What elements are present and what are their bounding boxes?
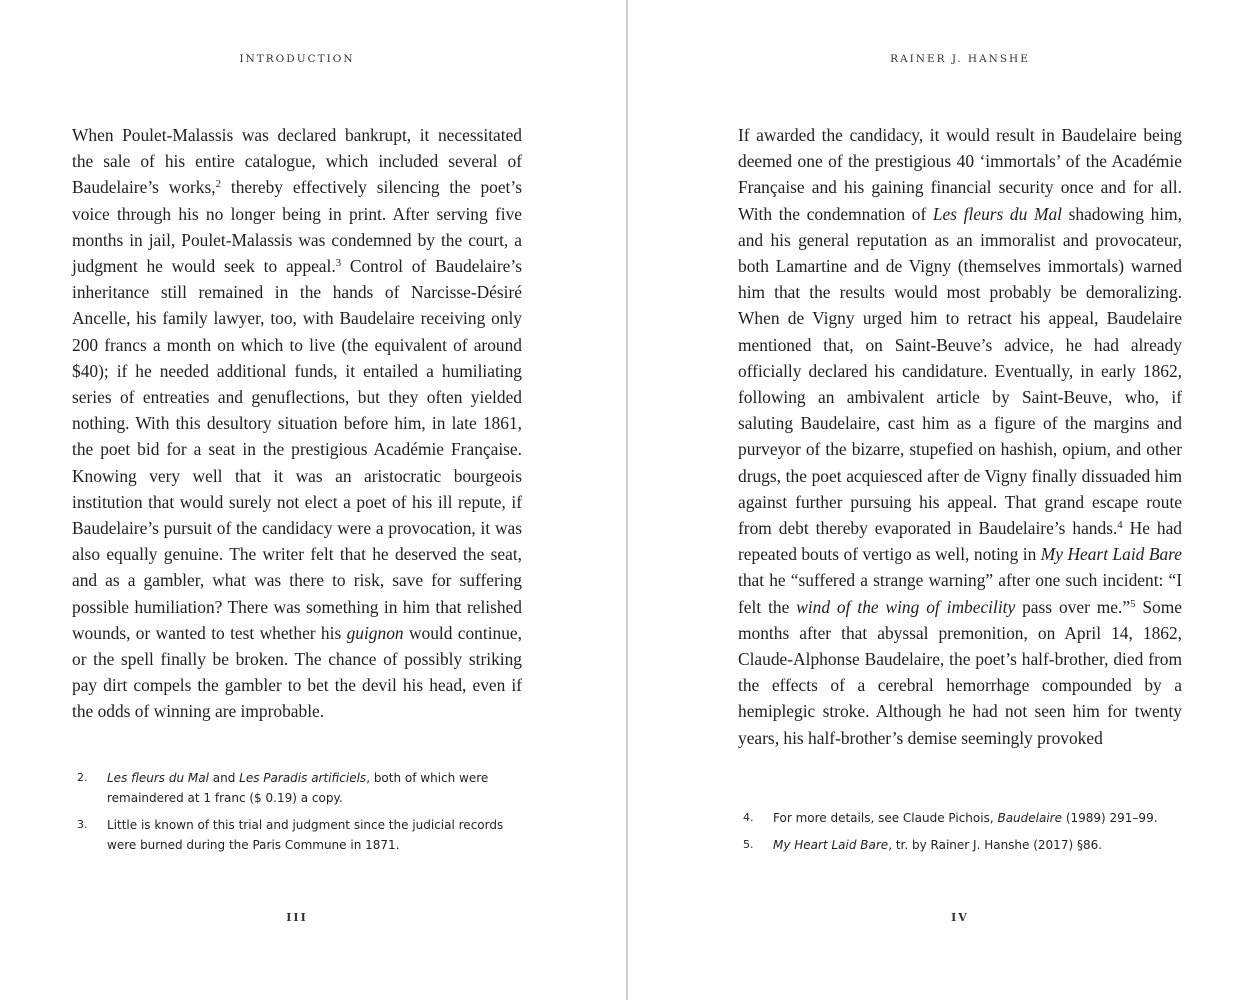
italic-title: Les fleurs du Mal <box>107 771 209 785</box>
right-page <box>628 0 1253 1000</box>
text-run: If awarded the candidacy, it would result in Baudelaire being deemed one of the prestigious 40 ‘immortals’ of the Académie Française and his gaining financial security once and for all. With the condemnation of <box>738 125 1182 224</box>
body-text <box>738 122 1182 751</box>
page-number: IV <box>951 911 969 924</box>
text-run: that he “suffered a strange warning” after one such incident: “I felt the <box>738 570 1182 617</box>
footnote-text: Little is known of this trial and judgment since the judicial records were burned during the Paris Commune in 1871. <box>107 818 504 852</box>
text-run: Some months after that abyssal premonition, on April 14, 1862, Claude-Alphonse Baudelaire, the poet’s half-brother, died from the effects of a cerebral hemorrhage compounded by a hemiplegic stroke. Although he had not seen him for twenty years, his half-brother’s demise seemingly provoked <box>738 596 1182 748</box>
paragraph <box>738 122 1182 751</box>
footnote-text <box>773 835 1182 855</box>
italic-title: Baudelaire <box>997 811 1062 825</box>
footnote-number: 4. <box>743 811 754 824</box>
footnote-2 <box>72 768 522 808</box>
text-run: and <box>208 771 240 785</box>
page-number: III <box>286 911 308 924</box>
footnote-ref-5[interactable]: 5 <box>1130 597 1136 610</box>
footnote-ref-4[interactable]: 4 <box>1117 519 1123 532</box>
italic-term: guignon <box>346 622 404 643</box>
text-run: thereby effectively silencing the poet’s voice through his no longer being in print. After serving five months in jail, Poulet-Malassis was condemned by the court, a judgment he would seek to appeal. <box>72 177 522 277</box>
footnote-5 <box>738 835 1182 855</box>
running-head: INTRODUCTION <box>239 53 355 65</box>
footnote-number: 3. <box>77 818 88 831</box>
text-run: , both of which were remaindered at 1 franc ($ 0.19) a copy. <box>107 771 489 805</box>
text-run: Control of Baudelaire’s inheritance still remained in the hands of Narcisse-Désiré Ancelle, his family lawyer, too, with Baudelaire receiving only 200 francs a month on which to live (the equivalent of around $40); if he needed additional funds, it entailed a humiliating series of entreaties and genuflections, but they often yielded nothing. With this desultory situation before him, in late 1861, the poet bid for a seat in the prestigious Académie Française. Knowing very well that it was an aristocratic bourgeois institution that would surely not elect a poet of his ill repute, if Baudelaire’s pursuit of the candidacy were a provocation, it was also equally genuine. The writer felt that he deserved the seat, and as a gambler, what was there to risk, save for suffering possible humiliation? There was something in him that relished wounds, or wanted to test whether his <box>72 256 522 643</box>
footnotes <box>738 808 1182 862</box>
text-run: For more details, see Claude Pichois, <box>773 811 998 825</box>
footnote-4 <box>738 808 1182 828</box>
footnote-number: 5. <box>743 838 754 851</box>
italic-title: Les Paradis artificiels <box>239 771 367 785</box>
italic-title: Les fleurs du Mal <box>932 203 1062 224</box>
text-run: would continue, or the spell finally be broken. The chance of possibly striking pay dirt compels the gambler to bet the devil his head, even if the odds of winning are improbable. <box>72 622 522 722</box>
italic-title: My Heart Laid Bare <box>1040 544 1183 565</box>
paragraph <box>72 122 522 725</box>
text-run: , tr. by Rainer J. Hanshe (2017) §86. <box>888 838 1103 852</box>
left-page <box>0 0 626 1000</box>
text-run: When Poulet-Malassis was declared bankrupt, it necessitated the sale of his entire catalogue, which included several of Baudelaire’s works, <box>72 125 522 198</box>
body-text <box>72 122 522 725</box>
text-run: shadowing him, and his general reputation as an immoralist and provocateur, both Lamartine and de Vigny (themselves immortals) warned him that the results would most probably be demoralizing. When de Vigny urged him to retract his appeal, Baudelaire mentioned that, on Saint-Beuve’s advice, he had already officially declared his candidature. Eventually, in early 1862, following an ambivalent article by Saint-Beuve, who, if saluting Baudelaire, cast him as a figure of the margins and purveyor of the bizarre, stupefied on hashish, opium, and other drugs, the poet acquiesced after de Vigny finally dissuaded him against further pursuing his appeal. That grand escape route from debt thereby evaporated in Baudelaire’s hands. <box>738 203 1183 539</box>
footnote-text <box>107 768 522 808</box>
footnote-ref-2[interactable]: 2 <box>215 178 222 191</box>
text-run: pass over me.” <box>1015 596 1131 617</box>
footnotes <box>72 768 522 862</box>
running-head: RAINER J. HANSHE <box>890 53 1030 65</box>
footnote-number: 2. <box>77 771 88 784</box>
text-run: He had repeated bouts of vertigo as well, noting in <box>738 518 1182 565</box>
footnote-3 <box>72 815 522 855</box>
italic-quote: wind of the wing of imbecility <box>796 596 1016 617</box>
text-run: (1989) 291–99. <box>1062 811 1158 825</box>
italic-title: My Heart Laid Bare <box>773 838 889 852</box>
footnote-ref-3[interactable]: 3 <box>335 257 342 270</box>
footnote-text <box>773 808 1182 828</box>
